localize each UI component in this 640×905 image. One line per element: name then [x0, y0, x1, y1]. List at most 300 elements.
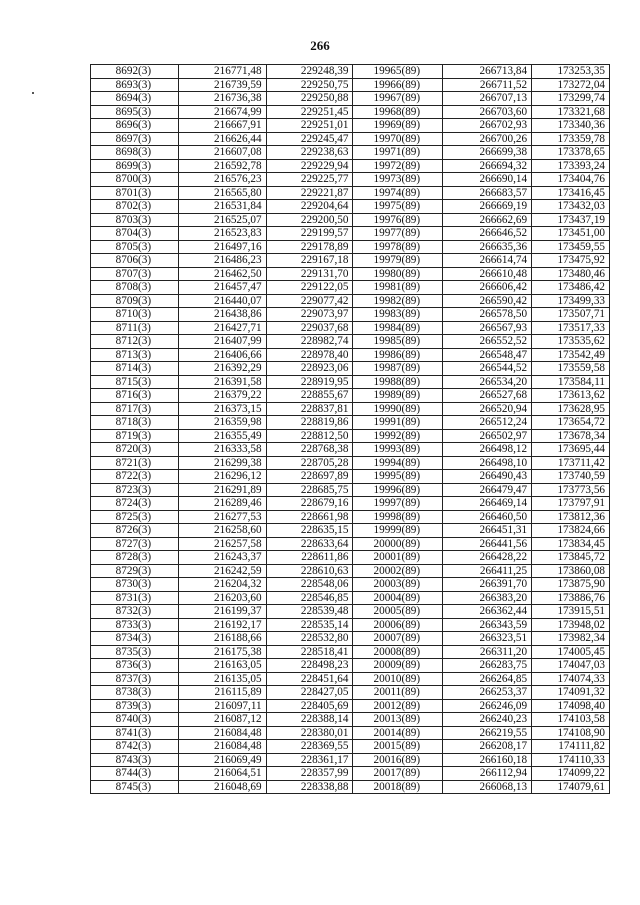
- cell-x-left: 216392,29: [178, 362, 266, 376]
- cell-y-left: 228633,64: [266, 537, 353, 551]
- table-row: [91, 105, 610, 119]
- cell-point-id-right: 20002(89): [353, 564, 443, 578]
- cell-x-right: 266451,31: [443, 524, 532, 538]
- cell-point-id-right: 19992(89): [353, 429, 443, 443]
- cell-point-id-right: 19975(89): [353, 200, 443, 214]
- cell-x-left: 216175,38: [178, 645, 266, 659]
- cell-y-right: 173378,65: [532, 146, 610, 160]
- cell-x-left: 216199,37: [178, 605, 266, 619]
- cell-point-id-left: 8699(3): [91, 159, 179, 173]
- cell-x-right: 266548,47: [443, 348, 532, 362]
- cell-x-right: 266283,75: [443, 659, 532, 673]
- cell-y-right: 173321,68: [532, 105, 610, 119]
- cell-y-left: 228357,99: [266, 767, 353, 781]
- cell-point-id-left: 8709(3): [91, 294, 179, 308]
- table-row: [91, 254, 610, 268]
- cell-y-left: 228532,80: [266, 632, 353, 646]
- cell-y-left: 229037,68: [266, 321, 353, 335]
- cell-y-left: 228661,98: [266, 510, 353, 524]
- cell-point-id-right: 20009(89): [353, 659, 443, 673]
- cell-point-id-left: 8745(3): [91, 780, 179, 794]
- cell-point-id-right: 20000(89): [353, 537, 443, 551]
- cell-point-id-left: 8736(3): [91, 659, 179, 673]
- cell-x-right: 266590,42: [443, 294, 532, 308]
- cell-point-id-left: 8692(3): [91, 65, 179, 79]
- cell-y-right: 173613,62: [532, 389, 610, 403]
- cell-x-right: 266479,47: [443, 483, 532, 497]
- cell-y-left: 228546,85: [266, 591, 353, 605]
- cell-point-id-right: 19980(89): [353, 267, 443, 281]
- table-row: [91, 389, 610, 403]
- cell-x-left: 216087,12: [178, 713, 266, 727]
- cell-x-right: 266391,70: [443, 578, 532, 592]
- cell-y-right: 173359,78: [532, 132, 610, 146]
- cell-x-left: 216355,49: [178, 429, 266, 443]
- cell-y-left: 228610,63: [266, 564, 353, 578]
- cell-point-id-right: 19967(89): [353, 92, 443, 106]
- cell-y-right: 173451,00: [532, 227, 610, 241]
- cell-y-left: 229251,01: [266, 119, 353, 133]
- cell-x-left: 216523,83: [178, 227, 266, 241]
- cell-y-left: 228518,41: [266, 645, 353, 659]
- cell-point-id-left: 8720(3): [91, 443, 179, 457]
- cell-point-id-left: 8722(3): [91, 470, 179, 484]
- cell-x-right: 266343,59: [443, 618, 532, 632]
- cell-y-left: 228919,95: [266, 375, 353, 389]
- cell-y-right: 173860,08: [532, 564, 610, 578]
- table-row: [91, 618, 610, 632]
- table-row: [91, 591, 610, 605]
- cell-x-left: 216084,48: [178, 726, 266, 740]
- cell-x-right: 266713,84: [443, 65, 532, 79]
- cell-y-left: 229250,75: [266, 78, 353, 92]
- cell-y-left: 229131,70: [266, 267, 353, 281]
- cell-y-left: 229077,42: [266, 294, 353, 308]
- table-row: [91, 726, 610, 740]
- cell-point-id-right: 19995(89): [353, 470, 443, 484]
- cell-point-id-right: 20013(89): [353, 713, 443, 727]
- cell-x-right: 266411,25: [443, 564, 532, 578]
- table-row: [91, 119, 610, 133]
- cell-point-id-left: 8700(3): [91, 173, 179, 187]
- cell-x-left: 216333,58: [178, 443, 266, 457]
- cell-point-id-left: 8714(3): [91, 362, 179, 376]
- cell-y-left: 229251,45: [266, 105, 353, 119]
- cell-point-id-right: 19974(89): [353, 186, 443, 200]
- cell-y-right: 173416,45: [532, 186, 610, 200]
- cell-x-left: 216204,32: [178, 578, 266, 592]
- cell-point-id-left: 8742(3): [91, 740, 179, 754]
- cell-y-right: 173480,46: [532, 267, 610, 281]
- cell-x-right: 266469,14: [443, 497, 532, 511]
- cell-point-id-right: 19970(89): [353, 132, 443, 146]
- cell-point-id-left: 8733(3): [91, 618, 179, 632]
- cell-x-right: 266441,56: [443, 537, 532, 551]
- cell-x-left: 216592,78: [178, 159, 266, 173]
- cell-y-right: 173253,35: [532, 65, 610, 79]
- cell-x-left: 216531,84: [178, 200, 266, 214]
- cell-y-right: 173740,59: [532, 470, 610, 484]
- table-row: [91, 483, 610, 497]
- cell-point-id-right: 19999(89): [353, 524, 443, 538]
- cell-y-left: 228539,48: [266, 605, 353, 619]
- cell-point-id-left: 8744(3): [91, 767, 179, 781]
- cell-point-id-right: 19966(89): [353, 78, 443, 92]
- cell-point-id-right: 20001(89): [353, 551, 443, 565]
- cell-x-left: 216163,05: [178, 659, 266, 673]
- cell-x-left: 216069,49: [178, 753, 266, 767]
- cell-x-right: 266534,20: [443, 375, 532, 389]
- cell-x-left: 216406,66: [178, 348, 266, 362]
- cell-x-left: 216097,11: [178, 699, 266, 713]
- table-row: [91, 240, 610, 254]
- cell-point-id-left: 8730(3): [91, 578, 179, 592]
- cell-y-right: 174091,32: [532, 686, 610, 700]
- cell-y-right: 173654,72: [532, 416, 610, 430]
- cell-x-left: 216188,66: [178, 632, 266, 646]
- table-row: [91, 578, 610, 592]
- cell-y-right: 174099,22: [532, 767, 610, 781]
- cell-point-id-left: 8698(3): [91, 146, 179, 160]
- cell-x-left: 216373,15: [178, 402, 266, 416]
- cell-x-left: 216289,46: [178, 497, 266, 511]
- cell-x-right: 266700,26: [443, 132, 532, 146]
- cell-y-left: 229225,77: [266, 173, 353, 187]
- cell-x-right: 266068,13: [443, 780, 532, 794]
- cell-y-left: 228611,86: [266, 551, 353, 565]
- cell-y-right: 173834,45: [532, 537, 610, 551]
- cell-point-id-left: 8697(3): [91, 132, 179, 146]
- cell-x-left: 216135,05: [178, 672, 266, 686]
- cell-point-id-right: 19972(89): [353, 159, 443, 173]
- cell-y-right: 173475,92: [532, 254, 610, 268]
- cell-x-right: 266512,24: [443, 416, 532, 430]
- cell-x-left: 216257,58: [178, 537, 266, 551]
- cell-x-left: 216379,22: [178, 389, 266, 403]
- cell-y-right: 174108,90: [532, 726, 610, 740]
- cell-point-id-left: 8734(3): [91, 632, 179, 646]
- cell-point-id-right: 20010(89): [353, 672, 443, 686]
- cell-x-right: 266699,38: [443, 146, 532, 160]
- cell-point-id-right: 19991(89): [353, 416, 443, 430]
- table-row: [91, 375, 610, 389]
- cell-point-id-right: 19998(89): [353, 510, 443, 524]
- cell-point-id-left: 8726(3): [91, 524, 179, 538]
- cell-point-id-left: 8710(3): [91, 308, 179, 322]
- cell-x-left: 216427,71: [178, 321, 266, 335]
- cell-x-left: 216674,99: [178, 105, 266, 119]
- cell-y-right: 173886,76: [532, 591, 610, 605]
- table-row: [91, 173, 610, 187]
- cell-point-id-left: 8716(3): [91, 389, 179, 403]
- cell-x-left: 216736,38: [178, 92, 266, 106]
- table-row: [91, 92, 610, 106]
- cell-point-id-right: 19987(89): [353, 362, 443, 376]
- cell-y-left: 229200,50: [266, 213, 353, 227]
- table-row: [91, 510, 610, 524]
- table-row: [91, 524, 610, 538]
- cell-point-id-left: 8724(3): [91, 497, 179, 511]
- cell-y-right: 174110,33: [532, 753, 610, 767]
- cell-x-right: 266311,20: [443, 645, 532, 659]
- cell-y-right: 174079,61: [532, 780, 610, 794]
- cell-point-id-left: 8717(3): [91, 402, 179, 416]
- cell-x-left: 216192,17: [178, 618, 266, 632]
- cell-y-right: 174098,40: [532, 699, 610, 713]
- cell-point-id-left: 8711(3): [91, 321, 179, 335]
- cell-x-right: 266646,52: [443, 227, 532, 241]
- cell-x-right: 266498,10: [443, 456, 532, 470]
- cell-y-right: 173875,90: [532, 578, 610, 592]
- cell-y-right: 174111,82: [532, 740, 610, 754]
- table-row: [91, 713, 610, 727]
- table-row: [91, 632, 610, 646]
- table-row: [91, 537, 610, 551]
- cell-x-right: 266246,09: [443, 699, 532, 713]
- cell-y-left: 229073,97: [266, 308, 353, 322]
- cell-y-right: 173559,58: [532, 362, 610, 376]
- cell-point-id-right: 19971(89): [353, 146, 443, 160]
- cell-y-left: 228697,89: [266, 470, 353, 484]
- table-row: [91, 65, 610, 79]
- cell-x-left: 216486,23: [178, 254, 266, 268]
- cell-point-id-right: 19985(89): [353, 335, 443, 349]
- page-number: 266: [310, 38, 330, 53]
- cell-x-right: 266662,69: [443, 213, 532, 227]
- cell-point-id-left: 8739(3): [91, 699, 179, 713]
- table-row: [91, 146, 610, 160]
- cell-x-left: 216407,99: [178, 335, 266, 349]
- cell-x-left: 216084,48: [178, 740, 266, 754]
- cell-point-id-right: 19993(89): [353, 443, 443, 457]
- cell-x-right: 266208,17: [443, 740, 532, 754]
- table-row: [91, 159, 610, 173]
- cell-x-right: 266614,74: [443, 254, 532, 268]
- coordinates-table: [90, 64, 610, 794]
- cell-point-id-right: 19969(89): [353, 119, 443, 133]
- cell-y-right: 173948,02: [532, 618, 610, 632]
- cell-x-right: 266707,13: [443, 92, 532, 106]
- cell-y-right: 173845,72: [532, 551, 610, 565]
- cell-x-right: 266690,14: [443, 173, 532, 187]
- cell-x-right: 266702,93: [443, 119, 532, 133]
- cell-y-left: 228388,14: [266, 713, 353, 727]
- coordinates-table-body: [91, 65, 610, 794]
- cell-point-id-right: 20015(89): [353, 740, 443, 754]
- cell-x-right: 266711,52: [443, 78, 532, 92]
- cell-x-left: 216203,60: [178, 591, 266, 605]
- cell-x-right: 266362,44: [443, 605, 532, 619]
- cell-x-left: 216277,53: [178, 510, 266, 524]
- table-row: [91, 402, 610, 416]
- cell-y-right: 173535,62: [532, 335, 610, 349]
- cell-y-left: 228705,28: [266, 456, 353, 470]
- cell-y-left: 228380,01: [266, 726, 353, 740]
- cell-point-id-left: 8735(3): [91, 645, 179, 659]
- cell-point-id-right: 19968(89): [353, 105, 443, 119]
- cell-point-id-right: 19983(89): [353, 308, 443, 322]
- cell-point-id-right: 19976(89): [353, 213, 443, 227]
- cell-x-right: 266502,97: [443, 429, 532, 443]
- cell-point-id-left: 8718(3): [91, 416, 179, 430]
- cell-y-left: 228361,17: [266, 753, 353, 767]
- cell-y-left: 228338,88: [266, 780, 353, 794]
- cell-y-left: 228837,81: [266, 402, 353, 416]
- cell-y-left: 229238,63: [266, 146, 353, 160]
- cell-point-id-right: 20008(89): [353, 645, 443, 659]
- table-row: [91, 294, 610, 308]
- table-row: [91, 78, 610, 92]
- cell-x-left: 216462,50: [178, 267, 266, 281]
- cell-point-id-right: 19973(89): [353, 173, 443, 187]
- cell-point-id-left: 8706(3): [91, 254, 179, 268]
- cell-x-left: 216242,59: [178, 564, 266, 578]
- cell-point-id-right: 20005(89): [353, 605, 443, 619]
- cell-x-right: 266578,50: [443, 308, 532, 322]
- table-row: [91, 767, 610, 781]
- cell-point-id-left: 8693(3): [91, 78, 179, 92]
- table-row: [91, 416, 610, 430]
- cell-y-left: 229245,47: [266, 132, 353, 146]
- table-row: [91, 699, 610, 713]
- scan-speck: [32, 92, 34, 94]
- cell-y-right: 173773,56: [532, 483, 610, 497]
- cell-x-left: 216064,51: [178, 767, 266, 781]
- cell-x-right: 266219,55: [443, 726, 532, 740]
- table-row: [91, 132, 610, 146]
- cell-x-left: 216739,59: [178, 78, 266, 92]
- cell-x-left: 216667,91: [178, 119, 266, 133]
- table-row: [91, 740, 610, 754]
- cell-x-right: 266606,42: [443, 281, 532, 295]
- cell-point-id-left: 8721(3): [91, 456, 179, 470]
- cell-point-id-right: 19988(89): [353, 375, 443, 389]
- cell-y-right: 173272,04: [532, 78, 610, 92]
- cell-y-left: 228535,14: [266, 618, 353, 632]
- cell-x-right: 266253,37: [443, 686, 532, 700]
- cell-point-id-left: 8723(3): [91, 483, 179, 497]
- cell-point-id-left: 8708(3): [91, 281, 179, 295]
- cell-x-right: 266490,43: [443, 470, 532, 484]
- cell-x-left: 216438,86: [178, 308, 266, 322]
- cell-x-right: 266520,94: [443, 402, 532, 416]
- cell-x-right: 266694,32: [443, 159, 532, 173]
- table-row: [91, 227, 610, 241]
- cell-point-id-left: 8737(3): [91, 672, 179, 686]
- cell-y-right: 174005,45: [532, 645, 610, 659]
- cell-point-id-left: 8725(3): [91, 510, 179, 524]
- table-row: [91, 456, 610, 470]
- cell-x-right: 266669,19: [443, 200, 532, 214]
- cell-y-right: 173678,34: [532, 429, 610, 443]
- cell-y-right: 174047,03: [532, 659, 610, 673]
- cell-point-id-right: 20011(89): [353, 686, 443, 700]
- cell-y-left: 228498,23: [266, 659, 353, 673]
- cell-point-id-right: 20004(89): [353, 591, 443, 605]
- cell-point-id-left: 8715(3): [91, 375, 179, 389]
- cell-y-left: 228635,15: [266, 524, 353, 538]
- table-row: [91, 497, 610, 511]
- cell-y-right: 173824,66: [532, 524, 610, 538]
- table-row: [91, 659, 610, 673]
- cell-point-id-right: 20016(89): [353, 753, 443, 767]
- cell-point-id-left: 8696(3): [91, 119, 179, 133]
- cell-point-id-left: 8738(3): [91, 686, 179, 700]
- cell-x-left: 216771,48: [178, 65, 266, 79]
- table-row: [91, 213, 610, 227]
- cell-x-right: 266567,93: [443, 321, 532, 335]
- cell-point-id-right: 19982(89): [353, 294, 443, 308]
- cell-y-right: 173393,24: [532, 159, 610, 173]
- cell-x-right: 266552,52: [443, 335, 532, 349]
- cell-point-id-right: 19965(89): [353, 65, 443, 79]
- cell-y-left: 229221,87: [266, 186, 353, 200]
- cell-point-id-right: 19979(89): [353, 254, 443, 268]
- cell-point-id-left: 8741(3): [91, 726, 179, 740]
- cell-y-right: 173340,36: [532, 119, 610, 133]
- cell-x-right: 266635,36: [443, 240, 532, 254]
- cell-y-left: 228369,55: [266, 740, 353, 754]
- cell-x-right: 266527,68: [443, 389, 532, 403]
- cell-x-right: 266383,20: [443, 591, 532, 605]
- cell-x-right: 266323,51: [443, 632, 532, 646]
- cell-x-left: 216243,37: [178, 551, 266, 565]
- table-row: [91, 362, 610, 376]
- cell-y-right: 173486,42: [532, 281, 610, 295]
- cell-point-id-right: 19996(89): [353, 483, 443, 497]
- cell-y-right: 173711,42: [532, 456, 610, 470]
- cell-y-right: 173797,91: [532, 497, 610, 511]
- cell-y-left: 228548,06: [266, 578, 353, 592]
- table-row: [91, 335, 610, 349]
- table-row: [91, 551, 610, 565]
- table-row: [91, 605, 610, 619]
- cell-y-left: 228812,50: [266, 429, 353, 443]
- table-row: [91, 200, 610, 214]
- table-row: [91, 348, 610, 362]
- cell-y-left: 228982,74: [266, 335, 353, 349]
- cell-x-left: 216525,07: [178, 213, 266, 227]
- table-row: [91, 672, 610, 686]
- cell-y-left: 229204,64: [266, 200, 353, 214]
- cell-y-left: 229199,57: [266, 227, 353, 241]
- cell-y-right: 173459,55: [532, 240, 610, 254]
- cell-x-right: 266683,57: [443, 186, 532, 200]
- cell-point-id-right: 19997(89): [353, 497, 443, 511]
- cell-point-id-left: 8704(3): [91, 227, 179, 241]
- cell-x-right: 266240,23: [443, 713, 532, 727]
- cell-y-left: 228451,64: [266, 672, 353, 686]
- cell-x-left: 216299,38: [178, 456, 266, 470]
- cell-point-id-right: 19978(89): [353, 240, 443, 254]
- cell-point-id-left: 8701(3): [91, 186, 179, 200]
- table-row: [91, 429, 610, 443]
- cell-x-right: 266460,50: [443, 510, 532, 524]
- cell-point-id-right: 20006(89): [353, 618, 443, 632]
- cell-point-id-left: 8713(3): [91, 348, 179, 362]
- cell-point-id-right: 19994(89): [353, 456, 443, 470]
- cell-y-left: 228685,75: [266, 483, 353, 497]
- cell-y-right: 174074,33: [532, 672, 610, 686]
- cell-y-right: 173695,44: [532, 443, 610, 457]
- table-row: [91, 470, 610, 484]
- cell-point-id-right: 20007(89): [353, 632, 443, 646]
- cell-x-left: 216391,58: [178, 375, 266, 389]
- cell-y-left: 228768,38: [266, 443, 353, 457]
- cell-x-right: 266428,22: [443, 551, 532, 565]
- cell-y-right: 173432,03: [532, 200, 610, 214]
- cell-y-right: 173517,33: [532, 321, 610, 335]
